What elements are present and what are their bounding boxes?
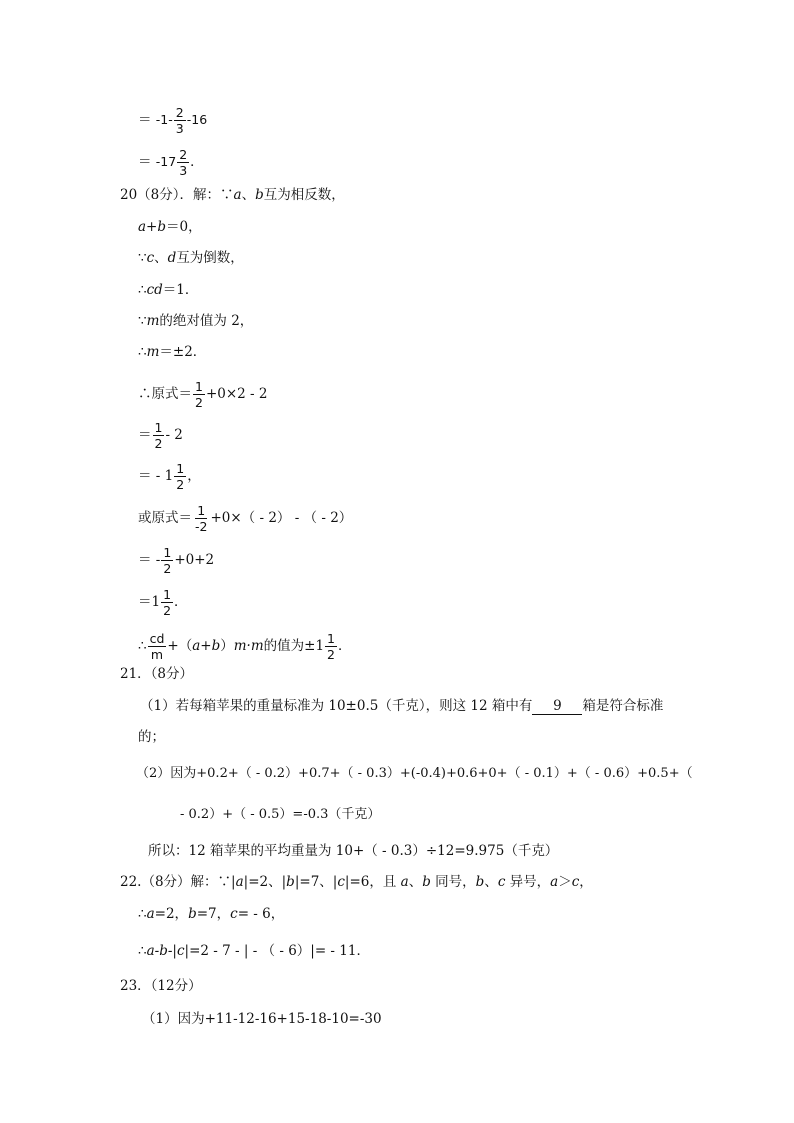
question-number: 23．（12分） [120, 978, 202, 994]
text: 同号， [430, 874, 476, 890]
expr: cd [146, 282, 163, 298]
text: =2 - 7 - | - （ - 6）|= - 11． [189, 943, 370, 959]
expr-part: +0×2 - 2 [205, 386, 268, 402]
q20-step-11 [138, 588, 188, 617]
fraction-denominator: 2 [195, 395, 203, 410]
calc-line-1 [138, 106, 207, 135]
fraction-denominator: 2 [163, 561, 172, 576]
expr-part: +（ [167, 638, 193, 654]
fraction [161, 588, 173, 617]
fraction-denominator: 3 [175, 121, 184, 136]
q20-step-7 [138, 421, 183, 450]
text: 的值为±1 [263, 638, 325, 654]
var-b: b [422, 874, 431, 890]
fraction-numerator: 1 [163, 545, 172, 560]
var-m: m [146, 344, 160, 360]
therefore-symbol: ∴ [138, 906, 147, 922]
text: 的绝对值为 2， [159, 313, 254, 329]
text: |=6，且 [344, 874, 401, 890]
expr-part: ， [187, 468, 201, 484]
text: （1）因为+11-12-16+15-18-10=-30 [142, 1011, 382, 1027]
question-number: 21．（8分） [120, 666, 194, 682]
therefore-symbol: ∴ [138, 943, 147, 959]
because-symbol: ∵ [138, 313, 147, 329]
fraction [177, 148, 189, 177]
var-c: c [571, 874, 580, 890]
fraction-numerator: cd [149, 631, 165, 646]
var-d: d [167, 250, 177, 266]
text: ＞ [558, 874, 572, 890]
q20-step-1 [138, 218, 202, 236]
equals-sign: ＝ [138, 112, 152, 128]
var-a: a [233, 187, 242, 203]
text: ， [579, 874, 593, 890]
q22-step-2 [138, 942, 370, 960]
q20-step-5 [138, 343, 206, 361]
var-b: b [475, 874, 485, 890]
text: ＝1． [162, 282, 199, 298]
text: =2， [154, 906, 189, 922]
fraction [193, 380, 205, 409]
expr-part: -17 [155, 154, 177, 169]
fraction-numerator: 1 [176, 461, 185, 476]
q20-step-3 [138, 281, 198, 299]
answer-blank: 9 [532, 699, 582, 715]
q23-heading [120, 977, 202, 995]
q20-heading [120, 186, 345, 204]
fraction-numerator: 1 [197, 503, 206, 518]
fraction [153, 421, 165, 450]
q20-conclusion [138, 632, 352, 661]
expr: a+b [192, 638, 221, 654]
q20-step-6 [138, 380, 268, 409]
var-c: c [337, 874, 345, 890]
q21-part-2-line-1 [136, 765, 693, 783]
fraction [325, 632, 337, 661]
expr-part: ＝1 [138, 594, 161, 610]
q22-step-1 [138, 905, 284, 923]
fraction [148, 632, 167, 661]
q23-part-1 [142, 1010, 382, 1028]
expr: m·m [233, 638, 264, 654]
q20-step-8 [138, 462, 201, 491]
text: ∴原式＝ [138, 386, 192, 402]
q20-step-4 [138, 312, 253, 330]
expr-part: ） [220, 638, 234, 654]
expr-part: -1- [155, 112, 173, 127]
expr-part: -16 [186, 112, 208, 127]
separator: 、 [241, 187, 256, 203]
because-symbol: ∵ [138, 250, 147, 266]
fraction-denominator: 3 [179, 163, 188, 178]
var-a: a [146, 906, 155, 922]
text: 、 [484, 874, 498, 890]
question-number: 22.（8分）解：∵| [120, 874, 236, 890]
text: ＝±2． [159, 344, 207, 360]
text: = - 6， [237, 906, 285, 922]
expr-part: +0+2 [174, 552, 215, 568]
text: - 0.2）+（ - 0.5）=-0.3（千克） [180, 807, 381, 822]
fraction-numerator: 2 [179, 147, 188, 162]
expr-part: - 2 [165, 427, 183, 443]
var-a: a [550, 874, 559, 890]
q20-step-2 [138, 249, 244, 267]
text: 、 [408, 874, 423, 890]
text: 箱是符合标准 [582, 698, 664, 714]
text: 的； [138, 729, 165, 745]
text: 互为相反数， [263, 187, 345, 203]
text: 所以：12 箱苹果的平均重量为 10+（ - 0.3）÷12=9.975（千克） [148, 843, 559, 859]
var-m: m [146, 313, 160, 329]
equals-sign: ＝ [138, 154, 152, 170]
q21-part-3 [148, 842, 558, 860]
text: =7， [196, 906, 231, 922]
expr-part: +0×（ - 2） - （ - 2） [210, 510, 353, 526]
expr-part: ＝ - 1 [138, 468, 174, 484]
question-number: 20（8分）．解：∵ [120, 187, 234, 203]
separator: 、 [154, 250, 168, 266]
fraction-denominator: 2 [154, 436, 163, 451]
var-c: c [230, 906, 238, 922]
q20-step-9 [138, 504, 352, 533]
var-b: b [188, 906, 197, 922]
fraction [193, 504, 209, 533]
var-c: c [146, 250, 155, 266]
fraction-numerator: 1 [195, 379, 203, 394]
var-a: a [235, 874, 244, 890]
fraction [174, 106, 186, 135]
fraction-denominator: 2 [163, 603, 172, 618]
q22-heading [120, 873, 593, 891]
expr: a+b [138, 219, 167, 235]
var-b: b [255, 187, 264, 203]
fraction-denominator: m [150, 647, 164, 662]
q21-part-1-cont [138, 728, 165, 746]
q21-heading [120, 665, 193, 683]
fraction [174, 462, 186, 491]
fraction [161, 546, 173, 575]
q21-part-2-line-2 [180, 806, 380, 824]
therefore-symbol: ∴ [138, 344, 147, 360]
therefore-symbol: ∴ [138, 638, 147, 654]
expr-part: ． [174, 594, 188, 610]
var-b: b [286, 874, 295, 890]
text: |=7、| [294, 874, 338, 890]
fraction-numerator: 2 [175, 105, 184, 120]
text: 互为倒数， [176, 250, 244, 266]
therefore-symbol: ∴ [138, 282, 147, 298]
expr-part: ． [338, 638, 352, 654]
q20-step-10 [138, 546, 214, 575]
fraction-denominator: 2 [176, 477, 185, 492]
var-c: c [497, 874, 506, 890]
q21-part-1 [140, 697, 663, 715]
fraction-numerator: 1 [154, 420, 163, 435]
text: 异号， [505, 874, 551, 890]
fraction-numerator: 1 [327, 631, 335, 646]
expr: a-b-|c| [146, 943, 190, 959]
var-a: a [400, 874, 409, 890]
text: 或原式＝ [138, 510, 192, 526]
fraction-numerator: 1 [163, 587, 172, 602]
fraction-denominator: -2 [195, 519, 208, 534]
equals-sign: ＝ [138, 427, 152, 443]
text: （1）若每箱苹果的重量标准为 10±0.5（千克），则这 12 箱中有 [140, 698, 533, 714]
expr-part: ＝ - [138, 552, 161, 568]
text: ＝0， [166, 219, 202, 235]
text: （2）因为+0.2+（ - 0.2）+0.7+（ - 0.3）+(-0.4)+0.6+0+（ - 0.1）+（ - 0.6）+0.5+（ [136, 766, 693, 781]
expr-part: ． [190, 154, 204, 170]
fraction-denominator: 2 [327, 647, 335, 662]
text: |=2、| [243, 874, 287, 890]
calc-line-2 [138, 148, 204, 177]
